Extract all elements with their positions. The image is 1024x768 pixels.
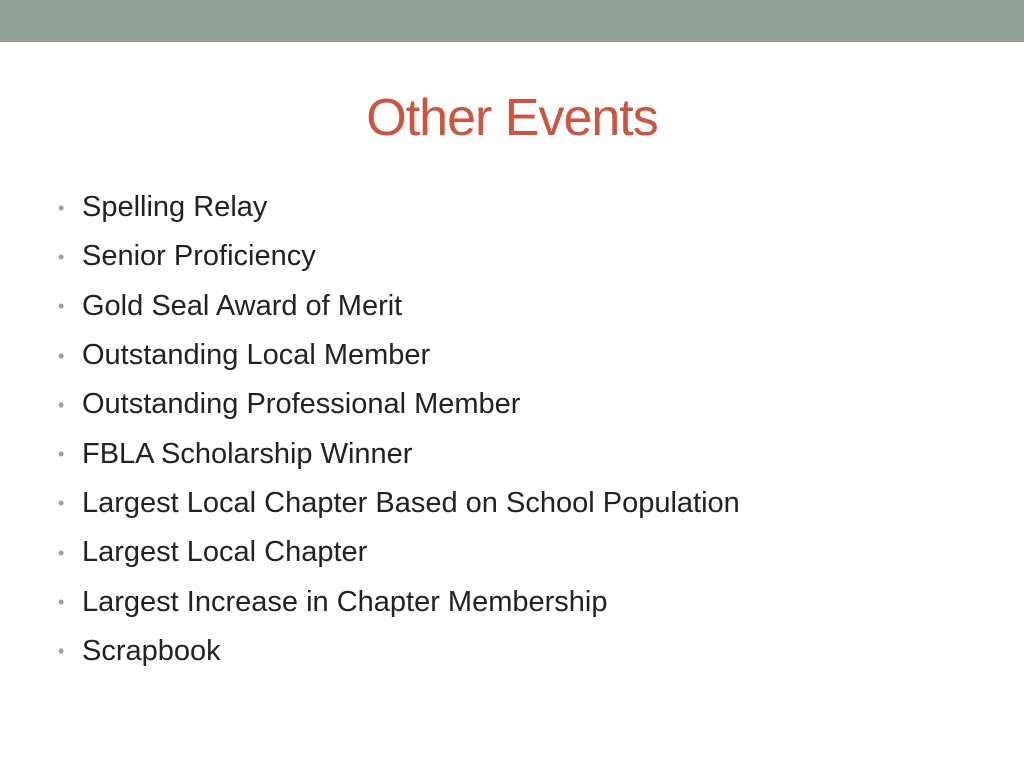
list-item	[58, 528, 740, 577]
bullet-icon: •	[58, 493, 65, 514]
list-item	[58, 331, 740, 380]
list-item-label: Outstanding Local Member	[82, 339, 431, 372]
list-item	[58, 282, 740, 331]
bullet-icon: •	[58, 296, 65, 317]
list-item-label: Gold Seal Award of Merit	[82, 289, 403, 322]
list-item	[58, 577, 740, 626]
bullet-icon: •	[58, 394, 65, 415]
list-item-label: Largest Local Chapter	[82, 536, 368, 569]
list-item-label: Scrapbook	[82, 634, 221, 667]
list-item-label: Largest Local Chapter Based on School Population	[82, 486, 740, 519]
slide-title: Other Events	[366, 89, 658, 147]
bullet-icon: •	[58, 542, 65, 563]
bullet-icon: •	[58, 345, 65, 366]
list-item-label: Outstanding Professional Member	[82, 388, 521, 421]
list-item-label: FBLA Scholarship Winner	[82, 437, 413, 470]
list-item	[58, 479, 740, 528]
bullet-icon: •	[58, 197, 65, 218]
bullet-icon: •	[58, 641, 65, 662]
list-item	[58, 429, 740, 478]
bullet-icon: •	[58, 444, 65, 465]
bullet-icon: •	[58, 246, 65, 267]
header-bar	[0, 0, 1024, 42]
list-item	[58, 183, 740, 232]
list-item	[58, 232, 740, 281]
list-item-label: Spelling Relay	[82, 191, 268, 224]
list-item	[58, 627, 740, 676]
bullet-icon: •	[58, 592, 65, 613]
list-item-label: Largest Increase in Chapter Membership	[82, 585, 608, 618]
bullet-list	[58, 183, 740, 676]
list-item	[58, 380, 740, 429]
list-item-label: Senior Proficiency	[82, 240, 316, 273]
